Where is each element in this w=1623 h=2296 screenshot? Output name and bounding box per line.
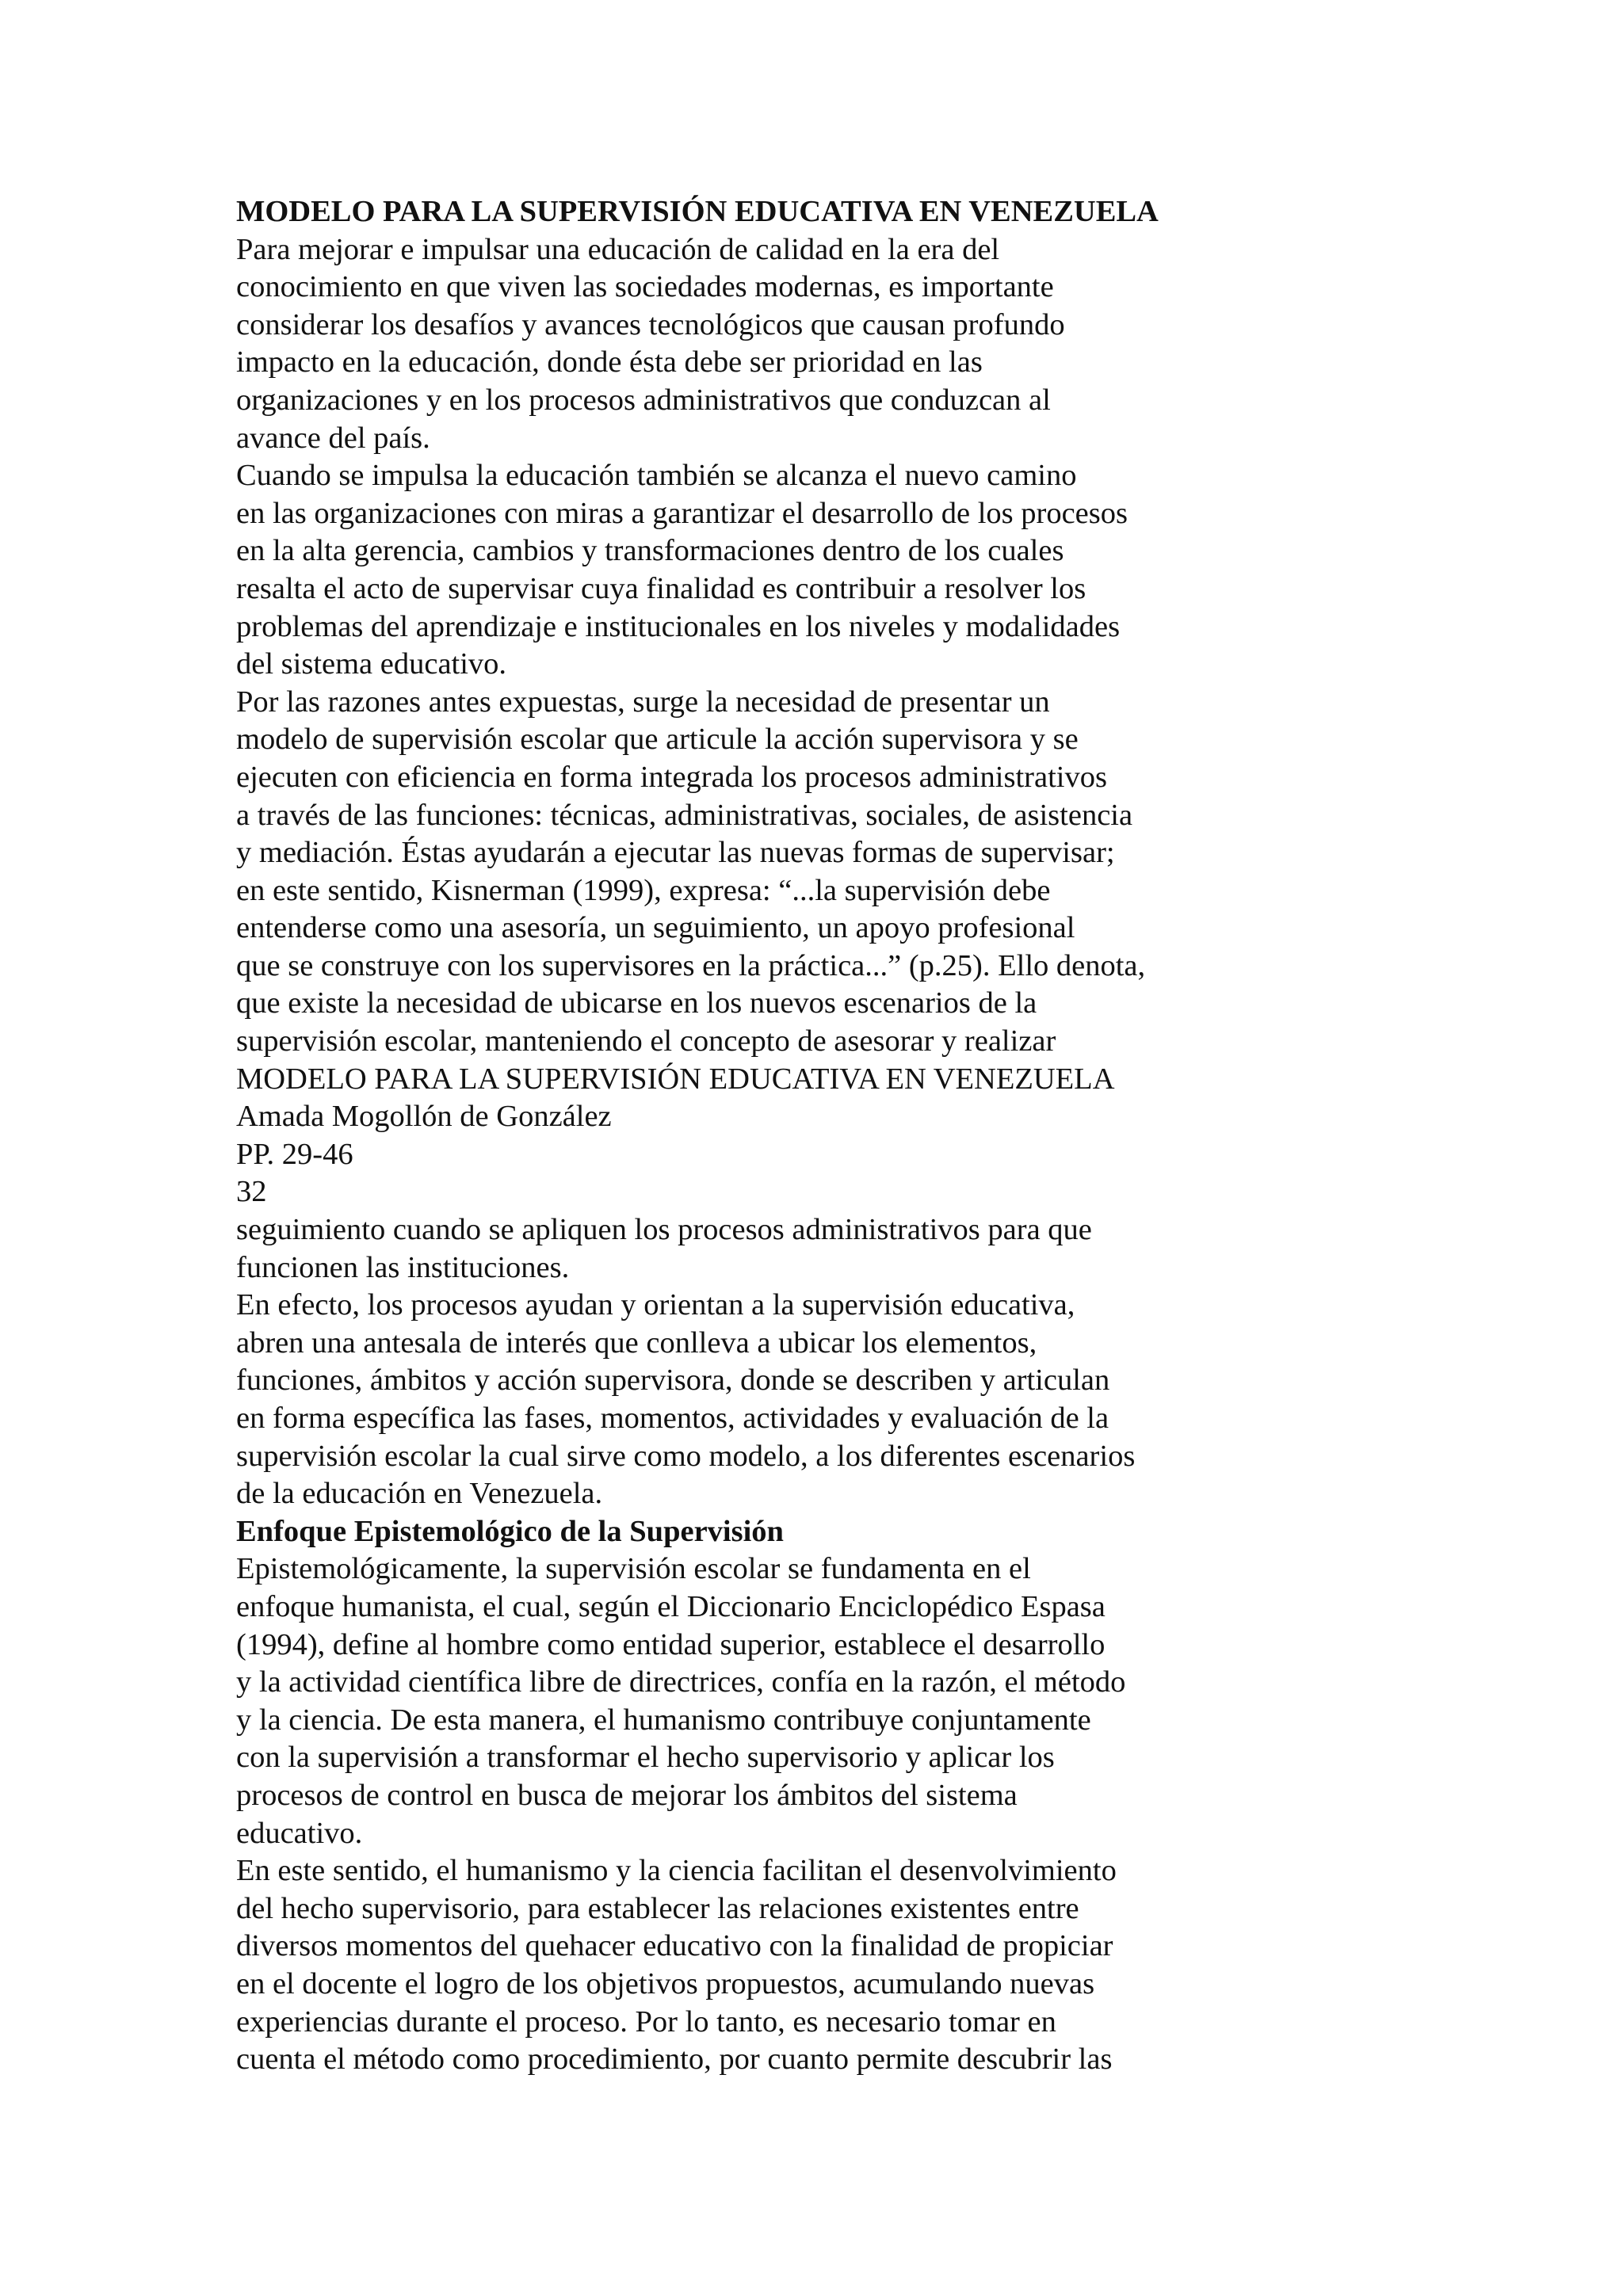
text-line: en el docente el logro de los objetivos propuestos, acumulando nuevas [236,1966,1095,2000]
text-line: del hecho supervisorio, para establecer las relaciones existentes entre [236,1891,1079,1925]
text-line: Cuando se impulsa la educación también se alcanza el nuevo camino [236,459,1077,493]
text-line: seguimiento cuando se apliquen los procesos administrativos para que [236,1213,1092,1247]
text-line: del sistema educativo. [236,647,507,681]
text-line: que existe la necesidad de ubicarse en los nuevos escenarios de la [236,986,1037,1020]
text-line: funciones, ámbitos y acción supervisora, donde se describen y articulan [236,1363,1110,1398]
text-line: experiencias durante el proceso. Por lo tanto, es necesario tomar en [236,2004,1056,2039]
text-line: problemas del aprendizaje e institucionales en los niveles y modalidades [236,609,1121,643]
text-line: organizaciones y en los procesos administrativos que conduzcan al [236,383,1051,417]
text-line: abren una antesala de interés que conlleva a ubicar los elementos, [236,1325,1037,1360]
text-line: considerar los desafíos y avances tecnológicos que causan profundo [236,307,1065,341]
text-line: avance del país. [236,421,430,455]
text-line: ejecuten con eficiencia en forma integrada los procesos administrativos [236,760,1107,794]
text-line: Para mejorar e impulsar una educación de calidad en la era del [236,232,1000,266]
text-line: (1994), define al hombre como entidad superior, establece el desarrollo [236,1627,1106,1661]
text-line: y la ciencia. De esta manera, el humanismo contribuye conjuntamente [236,1703,1091,1737]
text-line: a través de las funciones: técnicas, administrativas, sociales, de asistencia [236,798,1133,832]
text-line: Amada Mogollón de González [236,1100,612,1134]
text-line: Por las razones antes expuestas, surge la necesidad de presentar un [236,685,1050,719]
text-line: entenderse como una asesoría, un seguimiento, un apoyo profesional [236,911,1075,945]
text-line: PP. 29-46 [236,1137,353,1171]
text-line: supervisión escolar la cual sirve como modelo, a los diferentes escenarios [236,1439,1136,1473]
text-line: en la alta gerencia, cambios y transformaciones dentro de los cuales [236,534,1064,568]
text-line: que se construye con los supervisores en la práctica...” (p.25). Ello denota, [236,948,1146,982]
text-line: MODELO PARA LA SUPERVISIÓN EDUCATIVA EN VENEZUELA [236,1062,1115,1096]
text-line: impacto en la educación, donde ésta debe ser prioridad en las [236,345,983,379]
text-line: cuenta el método como procedimiento, por cuanto permite descubrir las [236,2042,1113,2077]
text-line: diversos momentos del quehacer educativo con la finalidad de propiciar [236,1929,1113,1963]
text-line: modelo de supervisión escolar que articule la acción supervisora y se [236,723,1079,757]
text-line: procesos de control en busca de mejorar los ámbitos del sistema [236,1778,1018,1812]
text-line: funcionen las instituciones. [236,1250,570,1284]
text-line: resalta el acto de supervisar cuya finalidad es contribuir a resolver los [236,571,1086,605]
text-line: en forma específica las fases, momentos, actividades y evaluación de la [236,1402,1109,1435]
text-line: Epistemológicamente, la supervisión escolar se fundamenta en el [236,1552,1031,1586]
text-line: en las organizaciones con miras a garantizar el desarrollo de los procesos [236,496,1128,530]
text-line: educativo. [236,1816,363,1850]
text-line: con la supervisión a transformar el hecho supervisorio y aplicar los [236,1741,1055,1775]
text-line: supervisión escolar, manteniendo el concepto de asesorar y realizar [236,1024,1056,1058]
text-line: 32 [236,1175,267,1209]
text-line: conocimiento en que viven las sociedades modernas, es importante [236,270,1054,304]
text-line: en este sentido, Kisnerman (1999), expresa: “...la supervisión debe [236,873,1051,907]
document-body [236,193,1583,2079]
text-line: de la educación en Venezuela. [236,1477,603,1511]
document-title: MODELO PARA LA SUPERVISIÓN EDUCATIVA EN VENEZUELA [236,195,1159,228]
text-line: En efecto, los procesos ayudan y orientan a la supervisión educativa, [236,1288,1075,1322]
section-heading: Enfoque Epistemológico de la Supervisión [236,1514,784,1548]
text-line: enfoque humanista, el cual, según el Diccionario Enciclopédico Espasa [236,1589,1106,1623]
text-line: y mediación. Éstas ayudarán a ejecutar las nuevas formas de supervisar; [236,836,1115,870]
text-line: En este sentido, el humanismo y la ciencia facilitan el desenvolvimiento [236,1854,1117,1888]
text-line: y la actividad científica libre de directrices, confía en la razón, el método [236,1665,1126,1699]
